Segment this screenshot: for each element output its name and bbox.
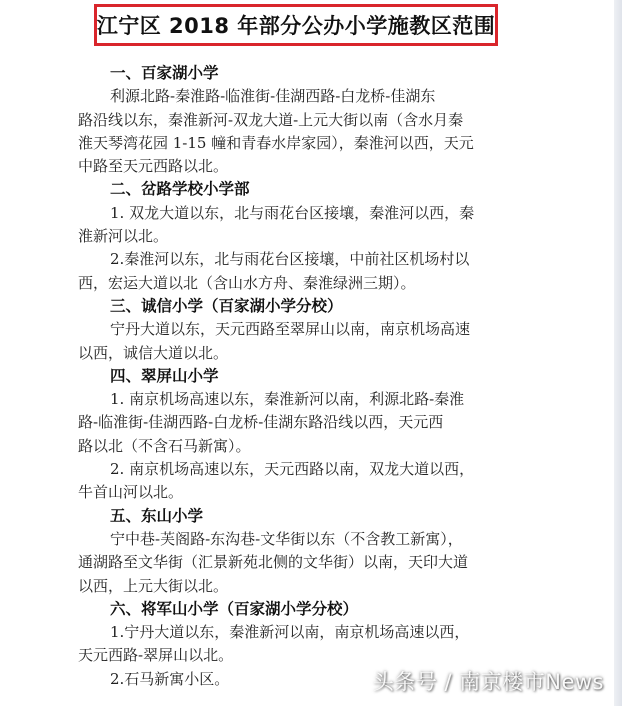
- paragraph-line: 西，宏运大道以北（含山水方舟、秦淮绿洲三期）。: [78, 273, 416, 292]
- paragraph-line: 宁丹大道以东，天元西路至翠屏山以南，南京机场高速: [110, 320, 471, 339]
- paragraph-line: 牛首山河以北。: [78, 483, 184, 502]
- paragraph-line: 路以北（不含石马新寓）。: [78, 436, 251, 455]
- section-heading: 五、东山小学: [110, 506, 204, 525]
- title-box: [94, 4, 498, 46]
- section-heading: 三、诚信小学（百家湖小学分校）: [110, 296, 343, 315]
- paragraph-line: 路沿线以东，秦淮新河-双龙大道-上元大街以南（含水月秦: [78, 110, 464, 129]
- paragraph-line: 路-临淮街-佳湖西路-白龙桥-佳湖东路沿线以西，天元西: [78, 413, 444, 432]
- document-title: 江宁区 2018 年部分公办小学施教区范围: [96, 14, 496, 38]
- paragraph-line: 2.秦淮河以东，北与雨花台区接壤，中前社区机场村以: [110, 250, 470, 269]
- section-heading: 一、百家湖小学: [110, 64, 219, 82]
- paragraph-line: 2. 南京机场高速以东，天元西路以南，双龙大道以西，: [110, 460, 475, 479]
- section-heading: 二、岔路学校小学部: [110, 180, 250, 199]
- paragraph-line: 1.宁丹大道以东，秦淮新河以南，南京机场高速以西，: [110, 623, 470, 642]
- paragraph-line: 中路至天元西路以北。: [78, 157, 229, 176]
- document-body: [78, 62, 524, 691]
- watermark: 头条号 / 南京楼市News: [372, 670, 604, 694]
- paragraph-line: 利源北路-秦淮路-临淮街-佳湖西路-白龙桥-佳湖东: [110, 87, 436, 106]
- paragraph-line: 淮新河以北。: [78, 227, 169, 246]
- paragraph-line: 1. 南京机场高速以东，秦淮新河以南，利源北路-秦淮: [110, 390, 465, 409]
- paragraph-line: 以西，上元大街以北。: [78, 576, 229, 595]
- paragraph-line: 1. 双龙大道以东，北与雨花台区接壤，秦淮河以西，秦: [110, 203, 475, 222]
- paragraph-line: 以西，诚信大道以北。: [78, 343, 229, 362]
- section-heading: 六、将军山小学（百家湖小学分校）: [110, 599, 359, 618]
- section-heading: 四、翠屏山小学: [110, 366, 219, 385]
- page-edge: [614, 0, 622, 706]
- paragraph-line: 通湖路至文华街（汇景新苑北侧的文华街）以南，天印大道: [78, 553, 469, 572]
- paragraph-line: 2.石马新寓小区。: [110, 669, 230, 688]
- paragraph-line: 天元西路-翠屏山以北。: [78, 646, 234, 665]
- paragraph-line: 淮天琴湾花园 1-15 幢和青春水岸家园），秦淮河以西，天元: [78, 133, 474, 152]
- paragraph-line: 宁中巷-芙阁路-东沟巷-文华街以东（不含教工新寓），: [110, 529, 463, 548]
